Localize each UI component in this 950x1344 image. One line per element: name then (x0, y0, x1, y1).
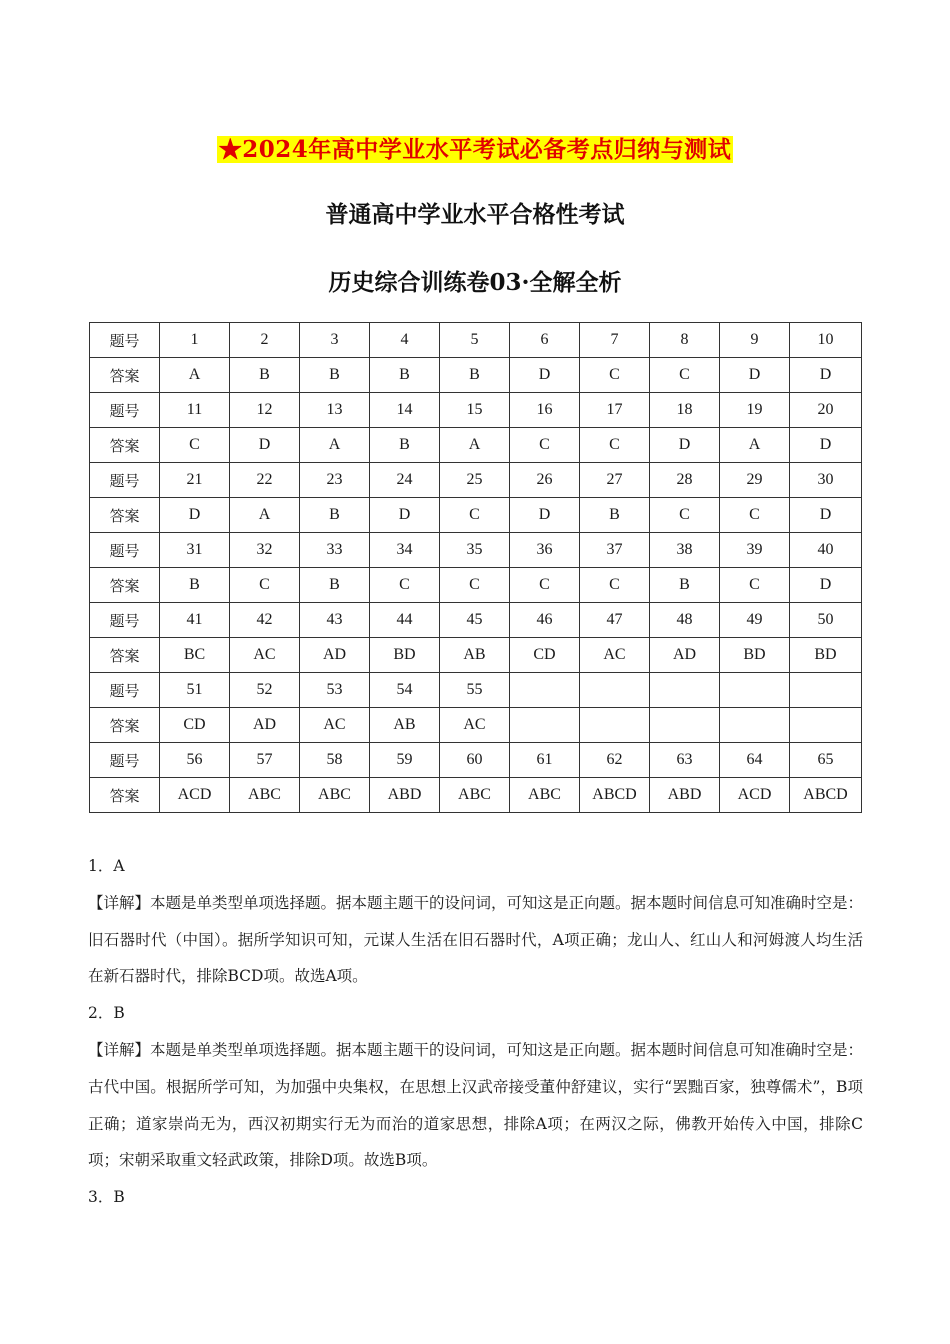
answer-cell: BD (370, 638, 440, 673)
question-number-cell: 6 (510, 323, 580, 358)
question-number-cell: 60 (440, 743, 510, 778)
question-number-cell: 21 (160, 463, 230, 498)
answer-cell: ACD (160, 778, 230, 813)
question-number-cell: 43 (300, 603, 370, 638)
question-number-row (90, 603, 862, 638)
question-number-cell: 65 (790, 743, 862, 778)
exam-title: 普通高中学业水平合格性考试 (325, 201, 625, 228)
question-number-cell: 8 (650, 323, 720, 358)
question-number-label: 题号 (90, 323, 160, 358)
question-number-cell: 58 (300, 743, 370, 778)
question-number-cell: 59 (370, 743, 440, 778)
answer-key-table (89, 322, 862, 813)
answer-cell: ABCD (790, 778, 862, 813)
question-number-row (90, 393, 862, 428)
answer-cell (650, 708, 720, 743)
answer-cell: A (440, 428, 510, 463)
question-number-cell: 47 (580, 603, 650, 638)
answer-cell: B (440, 358, 510, 393)
paper-title: 历史综合训练卷03·全解全析 (328, 269, 622, 296)
question-number-cell: 27 (580, 463, 650, 498)
explanation-text: 【详解】本题是单类型单项选择题。据本题主题干的设问词，可知这是正向题。据本题时间信息可知准确时空是：旧石器时代（中国）。据所学知识可知，元谋人生活在旧石器时代，A项正确；龙山人、红山人和河姆渡人均生活在新石器时代，排除BCD项。故选A项。 (88, 893, 864, 986)
question-number-cell: 7 (580, 323, 650, 358)
question-number-cell: 22 (230, 463, 300, 498)
question-number-cell: 25 (440, 463, 510, 498)
question-number-cell: 49 (720, 603, 790, 638)
question-number-label: 题号 (90, 743, 160, 778)
question-number-cell (720, 673, 790, 708)
question-number-label: 题号 (90, 533, 160, 568)
answer-cell: B (370, 358, 440, 393)
answer-cell: C (440, 498, 510, 533)
question-number-cell: 62 (580, 743, 650, 778)
answer-cell: D (370, 498, 440, 533)
answer-cell: D (790, 358, 862, 393)
question-heading: 3．B (88, 1188, 125, 1207)
answer-cell: AB (370, 708, 440, 743)
answer-label: 答案 (90, 638, 160, 673)
question-number-cell: 14 (370, 393, 440, 428)
answer-row (90, 568, 862, 603)
question-number-cell: 30 (790, 463, 862, 498)
question-number-cell: 31 (160, 533, 230, 568)
question-number-cell (580, 673, 650, 708)
answer-label: 答案 (90, 708, 160, 743)
answer-cell: C (580, 428, 650, 463)
answer-cell: CD (160, 708, 230, 743)
question-number-cell: 56 (160, 743, 230, 778)
answer-cell: B (300, 568, 370, 603)
answer-cell: ABC (510, 778, 580, 813)
answer-cell: CD (510, 638, 580, 673)
question-number-cell: 12 (230, 393, 300, 428)
answer-cell: D (230, 428, 300, 463)
question-number-cell: 35 (440, 533, 510, 568)
answer-cell: C (440, 568, 510, 603)
answer-cell: AC (230, 638, 300, 673)
question-number-cell: 29 (720, 463, 790, 498)
answer-cell: D (650, 428, 720, 463)
answer-cell: B (580, 498, 650, 533)
question-number-cell: 55 (440, 673, 510, 708)
question-number-cell: 61 (510, 743, 580, 778)
answer-cell: A (720, 428, 790, 463)
question-number-cell: 26 (510, 463, 580, 498)
question-number-row (90, 323, 862, 358)
explanations (88, 848, 863, 1216)
question-number-cell: 20 (790, 393, 862, 428)
answer-cell: C (720, 568, 790, 603)
question-number-row (90, 463, 862, 498)
question-number-cell: 1 (160, 323, 230, 358)
answer-cell: BD (790, 638, 862, 673)
question-number-cell: 37 (580, 533, 650, 568)
question-number-cell: 42 (230, 603, 300, 638)
question-number-cell: 40 (790, 533, 862, 568)
question-heading: 1．A (88, 857, 125, 875)
question-number-cell: 39 (720, 533, 790, 568)
answer-cell: D (510, 498, 580, 533)
answer-label: 答案 (90, 428, 160, 463)
question-number-cell: 51 (160, 673, 230, 708)
answer-cell: D (790, 428, 862, 463)
question-number-cell: 9 (720, 323, 790, 358)
question-number-cell: 13 (300, 393, 370, 428)
question-number-cell: 5 (440, 323, 510, 358)
answer-cell (720, 708, 790, 743)
answer-cell: C (370, 568, 440, 603)
answer-cell: ABCD (580, 778, 650, 813)
question-number-label: 题号 (90, 603, 160, 638)
explanation-text: 【详解】本题是单类型单项选择题。据本题主题干的设问词，可知这是正向题。据本题时间信息可知准确时空是：古代中国。根据所学可知，为加强中央集权，在思想上汉武帝接受董仲舒建议，实行“罢黜百家，独尊儒术”，B项正确；道家崇尚无为，西汉初期实行无为而治的道家思想，排除A项；在两汉之际，佛教开始传入中国，排除C项；宋朝采取重文轻武政策，排除D项。故选B项。 (88, 1040, 864, 1170)
answer-cell: A (300, 428, 370, 463)
question-number-label: 题号 (90, 673, 160, 708)
question-heading: 2．B (88, 1004, 125, 1023)
question-number-cell: 18 (650, 393, 720, 428)
answer-cell (580, 708, 650, 743)
answer-cell: C (510, 568, 580, 603)
answer-cell: C (720, 498, 790, 533)
answer-cell: D (160, 498, 230, 533)
answer-cell: ABD (370, 778, 440, 813)
answer-cell: ABC (440, 778, 510, 813)
question-number-row (90, 533, 862, 568)
answer-cell: ABC (300, 778, 370, 813)
question-number-cell: 45 (440, 603, 510, 638)
answer-cell: AC (300, 708, 370, 743)
question-number-cell: 23 (300, 463, 370, 498)
answer-cell: BC (160, 638, 230, 673)
answer-cell: AC (580, 638, 650, 673)
answer-cell: B (650, 568, 720, 603)
answer-row (90, 358, 862, 393)
answer-cell: AD (230, 708, 300, 743)
question-number-cell: 44 (370, 603, 440, 638)
answer-cell: D (790, 498, 862, 533)
question-number-cell: 2 (230, 323, 300, 358)
answer-row (90, 428, 862, 463)
answer-cell: C (230, 568, 300, 603)
answer-cell: ABC (230, 778, 300, 813)
question-number-cell: 4 (370, 323, 440, 358)
question-number-row (90, 673, 862, 708)
answer-label: 答案 (90, 358, 160, 393)
answer-cell: BD (720, 638, 790, 673)
question-number-cell: 54 (370, 673, 440, 708)
answer-cell: A (160, 358, 230, 393)
question-number-cell: 24 (370, 463, 440, 498)
answer-cell: B (160, 568, 230, 603)
answer-cell: ABD (650, 778, 720, 813)
question-number-cell: 32 (230, 533, 300, 568)
answer-cell: C (650, 358, 720, 393)
question-number-label: 题号 (90, 463, 160, 498)
question-number-cell: 15 (440, 393, 510, 428)
question-number-cell: 11 (160, 393, 230, 428)
question-number-cell: 3 (300, 323, 370, 358)
answer-cell: A (230, 498, 300, 533)
answer-cell: ACD (720, 778, 790, 813)
banner-text: ★2024年高中学业水平考试必备考点归纳与测试 (218, 136, 732, 163)
series-banner (0, 133, 950, 167)
question-number-cell: 38 (650, 533, 720, 568)
answer-cell: B (300, 498, 370, 533)
answer-cell: C (580, 358, 650, 393)
question-number-cell: 17 (580, 393, 650, 428)
question-number-cell: 33 (300, 533, 370, 568)
answer-cell (790, 708, 862, 743)
answer-cell (510, 708, 580, 743)
question-number-cell: 63 (650, 743, 720, 778)
answer-cell: AD (300, 638, 370, 673)
answer-cell: D (790, 568, 862, 603)
answer-cell: B (370, 428, 440, 463)
answer-label: 答案 (90, 778, 160, 813)
question-number-cell: 52 (230, 673, 300, 708)
answer-label: 答案 (90, 498, 160, 533)
question-number-cell: 19 (720, 393, 790, 428)
question-number-cell: 10 (790, 323, 862, 358)
question-number-cell: 57 (230, 743, 300, 778)
answer-cell: C (510, 428, 580, 463)
answer-cell: D (510, 358, 580, 393)
answer-cell: AD (650, 638, 720, 673)
question-number-cell: 41 (160, 603, 230, 638)
question-number-cell: 48 (650, 603, 720, 638)
question-number-cell: 46 (510, 603, 580, 638)
question-number-cell (650, 673, 720, 708)
question-number-cell: 28 (650, 463, 720, 498)
answer-row (90, 638, 862, 673)
answer-row (90, 498, 862, 533)
answer-cell: C (650, 498, 720, 533)
answer-cell: D (720, 358, 790, 393)
answer-cell: B (230, 358, 300, 393)
question-number-cell: 34 (370, 533, 440, 568)
question-number-cell (790, 673, 862, 708)
question-number-cell: 50 (790, 603, 862, 638)
question-number-cell: 53 (300, 673, 370, 708)
answer-cell: C (580, 568, 650, 603)
answer-cell: C (160, 428, 230, 463)
answer-row (90, 708, 862, 743)
question-number-cell: 16 (510, 393, 580, 428)
question-number-row (90, 743, 862, 778)
answer-label: 答案 (90, 568, 160, 603)
answer-cell: AB (440, 638, 510, 673)
question-number-cell: 64 (720, 743, 790, 778)
answer-row (90, 778, 862, 813)
answer-cell: B (300, 358, 370, 393)
question-number-label: 题号 (90, 393, 160, 428)
question-number-cell: 36 (510, 533, 580, 568)
answer-cell: AC (440, 708, 510, 743)
question-number-cell (510, 673, 580, 708)
